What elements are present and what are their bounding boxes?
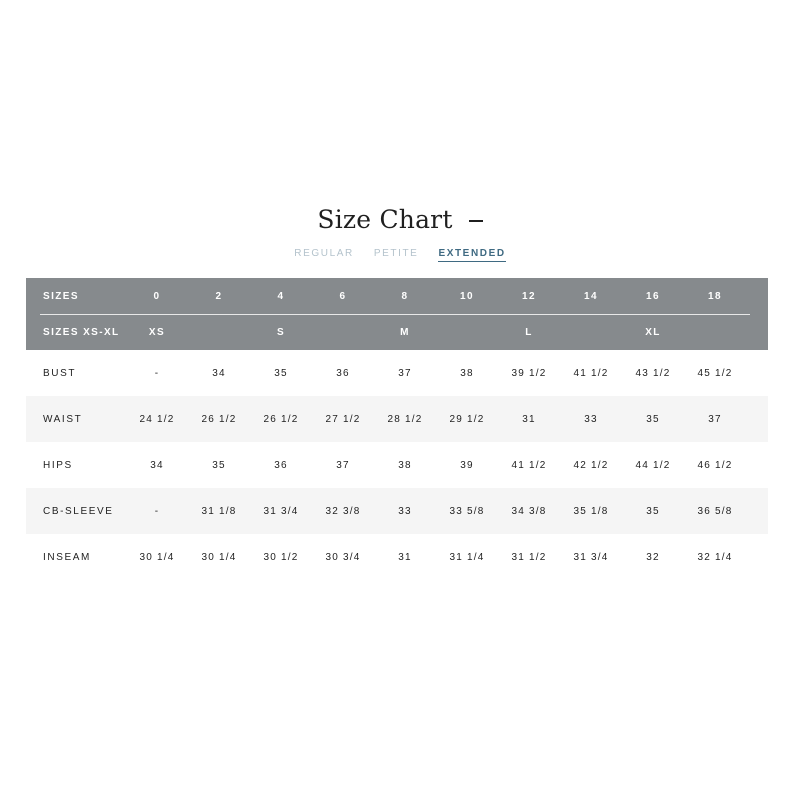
header-letter: M xyxy=(400,326,410,338)
table-cell: 34 xyxy=(150,459,164,471)
table-cell: 33 5/8 xyxy=(449,505,485,517)
table-row-bust xyxy=(26,350,768,396)
table-cell: 45 1/2 xyxy=(697,367,733,379)
table-cell: 35 xyxy=(646,505,660,517)
header-size: 16 xyxy=(646,290,660,302)
table-cell: 41 1/2 xyxy=(511,459,547,471)
header-letter: XL xyxy=(645,326,661,338)
table-row-hips xyxy=(26,442,768,488)
header-size: 0 xyxy=(153,290,161,302)
table-cell: 31 1/8 xyxy=(201,505,237,517)
table-cell: 35 xyxy=(646,413,660,425)
header-size: 2 xyxy=(215,290,223,302)
table-header xyxy=(26,278,768,350)
tab-petite[interactable]: PETITE xyxy=(373,248,419,259)
table-cell: 31 xyxy=(522,413,536,425)
table-cell: 46 1/2 xyxy=(697,459,733,471)
table-cell: 36 5/8 xyxy=(697,505,733,517)
tab-regular[interactable]: REGULAR xyxy=(294,248,354,259)
table-cell: 32 1/4 xyxy=(697,551,733,563)
row-label: CB-SLEEVE xyxy=(43,505,114,517)
table-cell: 35 xyxy=(212,459,226,471)
page-title: Size Chart xyxy=(317,205,453,234)
table-cell: 34 xyxy=(212,367,226,379)
header-letter: XS xyxy=(148,326,166,338)
table-cell: 31 3/4 xyxy=(573,551,609,563)
table-cell: 31 3/4 xyxy=(263,505,299,517)
table-cell: 32 xyxy=(646,551,660,563)
table-cell: 27 1/2 xyxy=(325,413,361,425)
header-label-letters: SIZES XS-XL xyxy=(43,326,120,338)
header-size: 4 xyxy=(277,290,285,302)
header-label-sizes: SIZES xyxy=(43,290,79,302)
table-cell: 32 3/8 xyxy=(325,505,361,517)
header-size: 18 xyxy=(708,290,722,302)
header-letter: L xyxy=(525,326,533,338)
table-cell: - xyxy=(154,505,160,517)
header-size: 6 xyxy=(339,290,347,302)
table-cell: 24 1/2 xyxy=(139,413,175,425)
table-cell: 29 1/2 xyxy=(449,413,485,425)
table-cell: 28 1/2 xyxy=(387,413,423,425)
table-cell: 35 1/8 xyxy=(573,505,609,517)
row-label: WAIST xyxy=(43,413,83,425)
table-cell: 43 1/2 xyxy=(635,367,671,379)
row-label: INSEAM xyxy=(43,551,91,563)
table-row-waist xyxy=(26,396,768,442)
table-cell: 42 1/2 xyxy=(573,459,609,471)
table-cell: 30 1/4 xyxy=(139,551,175,563)
minus-icon[interactable] xyxy=(469,220,483,222)
title-row xyxy=(0,205,800,234)
tab-extended[interactable]: EXTENDED xyxy=(438,248,505,262)
table-cell: 30 3/4 xyxy=(325,551,361,563)
table-cell: 37 xyxy=(336,459,350,471)
table-cell: 37 xyxy=(398,367,412,379)
header-size: 12 xyxy=(522,290,536,302)
table-cell: 26 1/2 xyxy=(263,413,299,425)
table-cell: 31 1/4 xyxy=(449,551,485,563)
header-size: 14 xyxy=(584,290,598,302)
table-cell: 33 xyxy=(584,413,598,425)
header-size: 10 xyxy=(460,290,474,302)
table-cell: 30 1/2 xyxy=(263,551,299,563)
table-cell: 36 xyxy=(274,459,288,471)
table-cell: 39 1/2 xyxy=(511,367,547,379)
table-cell: 33 xyxy=(398,505,412,517)
table-cell: 35 xyxy=(274,367,288,379)
row-label: BUST xyxy=(43,367,77,379)
fit-tabs xyxy=(0,248,800,262)
table-cell: 36 xyxy=(336,367,350,379)
table-cell: 31 xyxy=(398,551,412,563)
table-cell: 34 3/8 xyxy=(511,505,547,517)
size-table xyxy=(26,278,768,580)
table-cell: 38 xyxy=(460,367,474,379)
table-row-inseam xyxy=(26,534,768,580)
table-row-cb-sleeve xyxy=(26,488,768,534)
table-cell: 26 1/2 xyxy=(201,413,237,425)
table-cell: 39 xyxy=(460,459,474,471)
header-size: 8 xyxy=(401,290,409,302)
header-row-sizes xyxy=(26,278,768,314)
table-cell: 37 xyxy=(708,413,722,425)
header-letter: S xyxy=(276,326,286,338)
table-cell: 44 1/2 xyxy=(635,459,671,471)
table-cell: - xyxy=(154,367,160,379)
table-cell: 41 1/2 xyxy=(573,367,609,379)
table-cell: 30 1/4 xyxy=(201,551,237,563)
table-cell: 38 xyxy=(398,459,412,471)
table-cell: 31 1/2 xyxy=(511,551,547,563)
header-row-letters xyxy=(26,314,768,350)
row-label: HIPS xyxy=(43,459,73,471)
